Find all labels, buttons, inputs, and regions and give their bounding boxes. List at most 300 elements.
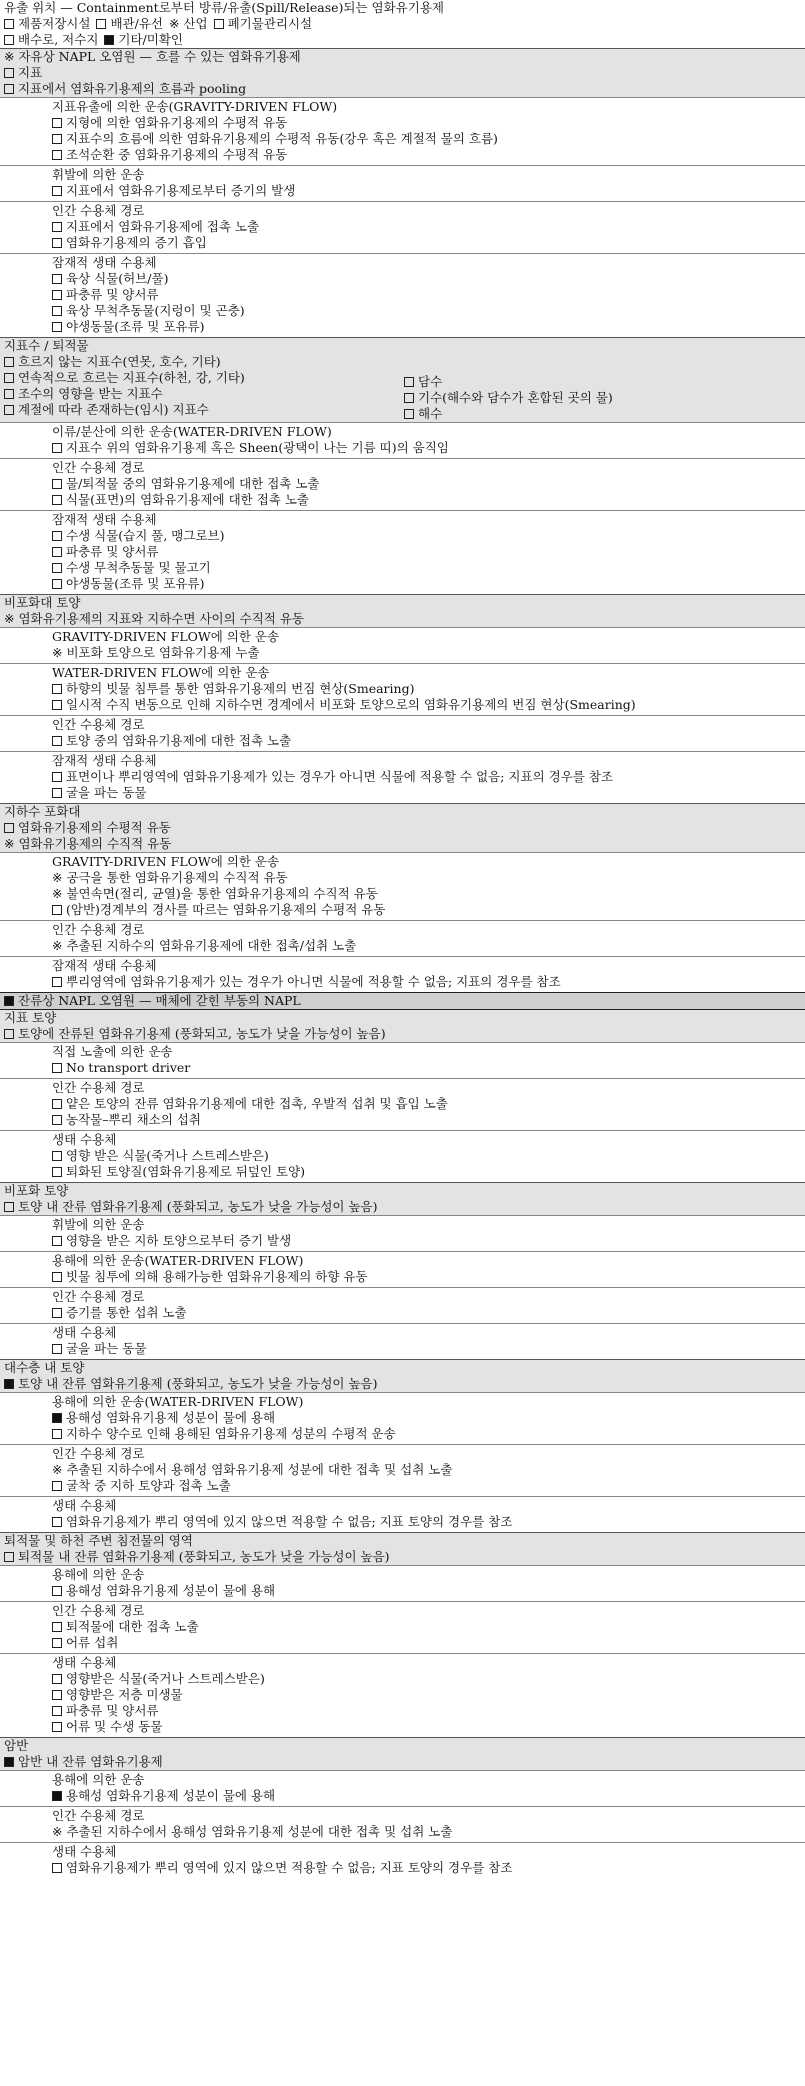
item-label: 자유상 NAPL 오염원 — 흐를 수 있는 염화유기용제 <box>18 49 301 64</box>
group-item[interactable] <box>0 1719 805 1735</box>
checked-checkbox[interactable] <box>4 1757 14 1767</box>
reference-mark-icon: ※ <box>52 886 63 901</box>
group-item[interactable] <box>0 1164 805 1180</box>
checked-checkbox[interactable] <box>52 1791 62 1801</box>
item-label: 인간 수용체 경로 <box>52 1080 145 1095</box>
item-label: 지표에서 염화유기용제의 흐름과 pooling <box>18 81 247 96</box>
item-label: 지하수 양수로 인해 용해된 염화유기용제 성분의 수평적 운송 <box>66 1426 396 1441</box>
option-item[interactable] <box>0 354 400 370</box>
group-title <box>0 1217 805 1233</box>
item-label: 염화유기용제의 수평적 유동 <box>18 820 171 835</box>
item-label: 지표수 위의 염화유기용제 혹은 Sheen(광택이 나는 기름 띠)의 움직임 <box>66 440 449 455</box>
item-label: 굴을 파는 동물 <box>66 1341 147 1356</box>
checkbox[interactable] <box>52 1517 62 1527</box>
checkbox[interactable] <box>52 1344 62 1354</box>
pathway-group <box>0 956 805 992</box>
checkbox[interactable] <box>52 274 62 284</box>
item-label: 이류/분산에 의한 운송(WATER-DRIVEN FLOW) <box>52 424 332 439</box>
group-item[interactable] <box>0 902 805 918</box>
item-label: 파충류 및 양서류 <box>66 1703 159 1718</box>
pathway-group <box>0 715 805 751</box>
item-label: 추출된 지하수에서 용해성 염화유기용제 성분에 대한 접촉 및 섭취 노출 <box>66 1462 453 1477</box>
checkbox[interactable] <box>4 1202 14 1212</box>
group-item[interactable] <box>0 1514 805 1530</box>
pathway-group <box>0 1287 805 1323</box>
checkbox[interactable] <box>52 1481 62 1491</box>
group-item[interactable] <box>0 1788 805 1804</box>
group-item[interactable] <box>0 476 805 492</box>
checkbox[interactable] <box>4 405 14 415</box>
checkbox[interactable] <box>52 1272 62 1282</box>
group-title <box>0 854 805 870</box>
checkbox[interactable] <box>52 1586 62 1596</box>
checkbox[interactable] <box>96 19 106 29</box>
group-title <box>0 922 805 938</box>
item-label: 퇴적물에 대한 접촉 노출 <box>66 1619 199 1634</box>
group-item[interactable] <box>0 1112 805 1128</box>
group-item[interactable] <box>0 287 805 303</box>
pathway-group <box>0 920 805 956</box>
item-label: 물/퇴적물 중의 염화유기용제에 대한 접촉 노출 <box>66 476 320 491</box>
item-label: 담수 <box>418 374 443 389</box>
pathway-group <box>0 1653 805 1737</box>
item-label: 파충류 및 양서류 <box>66 544 159 559</box>
item-label: 토양에 잔류된 염화유기용제 (풍화되고, 농도가 낮을 가능성이 높음) <box>18 1026 386 1041</box>
group-item[interactable] <box>0 645 805 661</box>
pathway-group <box>0 1078 805 1130</box>
option-item[interactable] <box>0 370 400 386</box>
group-title <box>0 167 805 183</box>
group-item[interactable] <box>0 131 805 147</box>
item-label: 잠재적 생태 수용체 <box>52 753 157 768</box>
reference-mark-icon: ※ <box>4 836 15 851</box>
item-label: 휘발에 의한 운송 <box>52 1217 145 1232</box>
checkbox[interactable] <box>52 1429 62 1439</box>
group-item[interactable] <box>0 785 805 801</box>
group-title <box>0 717 805 733</box>
item-label: 잠재적 생태 수용체 <box>52 512 157 527</box>
pathway-group <box>0 1130 805 1182</box>
item-label: 지표유출에 의한 운송(GRAVITY-DRIVEN FLOW) <box>52 99 338 114</box>
reference-mark-icon: ※ <box>4 611 15 626</box>
item-label: 계절에 따라 존재하는(임시) 지표수 <box>18 402 209 417</box>
item-label: 폐기물관리시설 <box>227 16 313 31</box>
option-item[interactable] <box>400 374 613 390</box>
item-label: 염화유기용제의 수직적 유동 <box>18 836 172 851</box>
checkbox[interactable] <box>52 118 62 128</box>
checkbox[interactable] <box>4 84 14 94</box>
item-label: 하향의 빗물 침투를 통한 염화유기용제의 번짐 현상(Smearing) <box>66 681 415 696</box>
group-item[interactable] <box>0 1635 805 1651</box>
group-item[interactable] <box>0 733 805 749</box>
group-item[interactable] <box>0 697 805 713</box>
pathway-group <box>0 97 805 165</box>
item-label: 해수 <box>418 406 443 421</box>
option-item[interactable] <box>169 16 208 31</box>
item-label: 용해성 염화유기용제 성분이 물에 용해 <box>66 1583 276 1598</box>
item-label: No transport driver <box>66 1060 191 1075</box>
reference-mark-icon: ※ <box>52 938 63 953</box>
checkbox[interactable] <box>52 1863 62 1873</box>
section-header <box>0 81 805 97</box>
item-label: 불연속면(절리, 균열)을 통한 염화유기용제의 수직적 유동 <box>66 886 378 901</box>
pathway-group <box>0 751 805 803</box>
pathway-group <box>0 1392 805 1444</box>
item-label: 어류 섭취 <box>66 1635 119 1650</box>
group-item[interactable] <box>0 1426 805 1442</box>
group-title <box>0 1325 805 1341</box>
item-label: 굴착 중 지하 토양과 접촉 노출 <box>66 1478 231 1493</box>
group-item[interactable] <box>0 1269 805 1285</box>
option-item[interactable] <box>104 32 183 47</box>
checkbox[interactable] <box>52 700 62 710</box>
item-label: 지하수 포화대 <box>4 804 81 819</box>
major-section-header <box>0 992 805 1010</box>
group-item[interactable] <box>0 870 805 886</box>
group-title <box>0 1772 805 1788</box>
group-item[interactable] <box>0 440 805 456</box>
item-label: 지표 토양 <box>4 1010 57 1025</box>
checkbox[interactable] <box>404 393 414 403</box>
checkbox[interactable] <box>52 150 62 160</box>
checkbox[interactable] <box>52 977 62 987</box>
item-label: 육상 식물(허브/풀) <box>66 271 169 286</box>
checkbox[interactable] <box>52 1236 62 1246</box>
item-label: 용해에 의한 운송(WATER-DRIVEN FLOW) <box>52 1394 304 1409</box>
item-label: 염화유기용제의 지표와 지하수면 사이의 수직적 유동 <box>18 611 305 626</box>
item-label: 퇴화된 토양질(염화유기용제로 뒤덮인 토양) <box>66 1164 306 1179</box>
item-label: 잔류상 NAPL 오염원 — 매체에 갇힌 부동의 NAPL <box>18 993 301 1008</box>
section-header <box>0 1532 805 1549</box>
section-header <box>0 1737 805 1754</box>
pathway-group <box>0 627 805 663</box>
group-item[interactable] <box>0 1703 805 1719</box>
option-item[interactable] <box>96 16 163 31</box>
group-item[interactable] <box>0 974 805 990</box>
item-label: 지표수 / 퇴적물 <box>4 338 89 353</box>
checkbox[interactable] <box>52 579 62 589</box>
option-item[interactable] <box>4 16 90 31</box>
group-item[interactable] <box>0 1305 805 1321</box>
item-label: 조수의 영향을 받는 지표수 <box>18 386 163 401</box>
item-label: 비포화 토양 <box>4 1183 69 1198</box>
reference-mark-icon: ※ <box>4 49 15 64</box>
checkbox[interactable] <box>52 479 62 489</box>
group-item[interactable] <box>0 1410 805 1426</box>
item-label: 산업 <box>183 16 208 31</box>
item-label: 염화유기용제가 뿌리 영역에 있지 않으면 적용할 수 없음; 지표 토양의 경우를 참조 <box>66 1860 513 1875</box>
group-title <box>0 1080 805 1096</box>
group-title <box>0 1844 805 1860</box>
group-item[interactable] <box>0 115 805 131</box>
item-label: 지표에서 염화유기용제에 접촉 노출 <box>66 219 260 234</box>
item-label: 지표 <box>18 65 43 80</box>
group-item[interactable] <box>0 1824 805 1840</box>
checkbox[interactable] <box>52 290 62 300</box>
checkbox[interactable] <box>404 409 414 419</box>
item-label: 생태 수용체 <box>52 1844 117 1859</box>
group-title <box>0 424 805 440</box>
checkbox[interactable] <box>4 357 14 367</box>
group-item[interactable] <box>0 544 805 560</box>
group-item[interactable] <box>0 886 805 902</box>
group-item[interactable] <box>0 1341 805 1357</box>
checkbox[interactable] <box>4 1552 14 1562</box>
checkbox[interactable] <box>4 1029 14 1039</box>
checkbox[interactable] <box>52 547 62 557</box>
reference-mark-icon: ※ <box>52 1824 63 1839</box>
checkbox[interactable] <box>52 238 62 248</box>
item-label: 지표에서 염화유기용제로부터 증기의 발생 <box>66 183 296 198</box>
group-title <box>0 1808 805 1824</box>
item-label: 얕은 토양의 잔류 염화유기용제에 대한 접촉, 우발적 섭취 및 흡입 노출 <box>66 1096 448 1111</box>
checkbox[interactable] <box>52 495 62 505</box>
pathway-group <box>0 1806 805 1842</box>
checkbox[interactable] <box>4 373 14 383</box>
checkbox[interactable] <box>52 1308 62 1318</box>
section-header <box>0 803 805 820</box>
group-item[interactable] <box>0 147 805 163</box>
option-item[interactable] <box>214 16 313 31</box>
checked-checkbox[interactable] <box>4 996 14 1006</box>
item-label: 영향받은 식물(죽거나 스트레스받은) <box>66 1671 265 1686</box>
group-title <box>0 1498 805 1514</box>
item-label: 추출된 지하수의 염화유기용제에 대한 접촉/섭취 노출 <box>66 938 357 953</box>
checkbox[interactable] <box>52 1706 62 1716</box>
option-row <box>0 32 805 48</box>
document-line <box>0 0 805 16</box>
item-label: (암반)경계부의 경사를 따르는 염화유기용제의 수평적 유동 <box>66 902 386 917</box>
group-title <box>0 1044 805 1060</box>
item-label: 영향을 받은 지하 토양으로부터 증기 발생 <box>66 1233 292 1248</box>
option-row <box>0 16 805 32</box>
pathway-group <box>0 1042 805 1078</box>
item-label: WATER-DRIVEN FLOW에 의한 운송 <box>52 665 270 680</box>
item-label: 공극을 통한 염화유기용제의 수직적 유동 <box>66 870 288 885</box>
group-title <box>0 1289 805 1305</box>
item-label: 비포화 토양으로 염화유기용제 누출 <box>66 645 260 660</box>
item-label: 표면이나 뿌리영역에 염화유기용제가 있는 경우가 아니면 식물에 적용할 수 없음; 지표의 경우를 참조 <box>66 769 613 784</box>
group-item[interactable] <box>0 1060 805 1076</box>
checkbox[interactable] <box>52 322 62 332</box>
item-label: 토양 내 잔류 염화유기용제 (풍화되고, 농도가 낮을 가능성이 높음) <box>18 1376 378 1391</box>
checkbox[interactable] <box>4 389 14 399</box>
option-item[interactable] <box>0 402 400 418</box>
item-label: 배수로, 저수지 <box>18 32 99 47</box>
option-item[interactable] <box>400 390 613 406</box>
item-label: 조석순환 중 염화유기용제의 수평적 유동 <box>66 147 288 162</box>
checkbox[interactable] <box>52 531 62 541</box>
item-label: 생태 수용체 <box>52 1498 117 1513</box>
item-label: 지표수의 흐름에 의한 염화유기용제의 수평적 유동(강우 혹은 계절적 물의 흐름) <box>66 131 498 146</box>
group-item[interactable] <box>0 319 805 335</box>
checked-checkbox[interactable] <box>4 1379 14 1389</box>
checkbox[interactable] <box>52 1167 62 1177</box>
group-item[interactable] <box>0 1478 805 1494</box>
pathway-group <box>0 1251 805 1287</box>
group-item[interactable] <box>0 1583 805 1599</box>
section-header <box>0 1754 805 1770</box>
item-label: 농작물–뿌리 채소의 섭취 <box>66 1112 201 1127</box>
checkbox[interactable] <box>52 772 62 782</box>
item-label: 토양 중의 염화유기용제에 대한 접촉 노출 <box>66 733 292 748</box>
item-label: 인간 수용체 경로 <box>52 1603 145 1618</box>
item-label: 생태 수용체 <box>52 1325 117 1340</box>
item-label: 파충류 및 양서류 <box>66 287 159 302</box>
group-title <box>0 1655 805 1671</box>
group-title <box>0 460 805 476</box>
group-item[interactable] <box>0 681 805 697</box>
checkbox[interactable] <box>52 1674 62 1684</box>
pathway-group <box>0 165 805 201</box>
reference-mark-icon: ※ <box>168 16 180 31</box>
option-item[interactable] <box>400 406 613 422</box>
item-label: 흐르지 않는 지표수(연못, 호수, 기타) <box>18 354 221 369</box>
group-item[interactable] <box>0 1148 805 1164</box>
reference-mark-icon: ※ <box>52 645 63 660</box>
checkbox[interactable] <box>214 19 224 29</box>
group-title <box>0 629 805 645</box>
group-item[interactable] <box>0 492 805 508</box>
item-label: 생태 수용체 <box>52 1655 117 1670</box>
group-item[interactable] <box>0 1860 805 1876</box>
item-label: 퇴적물 내 잔류 염화유기용제 (풍화되고, 농도가 낮을 가능성이 높음) <box>18 1549 390 1564</box>
item-label: GRAVITY-DRIVEN FLOW에 의한 운송 <box>52 854 280 869</box>
group-item[interactable] <box>0 528 805 544</box>
item-label: 빗물 침투에 의해 용해가능한 염화유기용제의 하향 유동 <box>66 1269 368 1284</box>
item-label: 추출된 지하수에서 용해성 염화유기용제 성분에 대한 접촉 및 섭취 노출 <box>66 1824 453 1839</box>
pathway-group <box>0 1215 805 1251</box>
checkbox[interactable] <box>52 684 62 694</box>
section-header <box>0 1182 805 1199</box>
group-item[interactable] <box>0 271 805 287</box>
checkbox[interactable] <box>52 1638 62 1648</box>
item-label: 용해에 의한 운송 <box>52 1772 145 1787</box>
option-item[interactable] <box>0 386 400 402</box>
item-label: 인간 수용체 경로 <box>52 460 145 475</box>
group-item[interactable] <box>0 1687 805 1703</box>
pathway-group <box>0 1496 805 1532</box>
group-title <box>0 753 805 769</box>
checkbox[interactable] <box>52 1690 62 1700</box>
section-header <box>0 48 805 65</box>
group-item[interactable] <box>0 1619 805 1635</box>
group-title <box>0 512 805 528</box>
checkbox[interactable] <box>52 1622 62 1632</box>
checkbox[interactable] <box>52 222 62 232</box>
group-title <box>0 1253 805 1269</box>
group-item[interactable] <box>0 303 805 319</box>
group-item[interactable] <box>0 938 805 954</box>
section-header <box>0 836 805 852</box>
item-label: 영향 받은 식물(죽거나 스트레스받은) <box>66 1148 269 1163</box>
group-item[interactable] <box>0 1462 805 1478</box>
group-item[interactable] <box>0 183 805 199</box>
checkbox[interactable] <box>4 35 14 45</box>
checkbox[interactable] <box>52 186 62 196</box>
checkbox[interactable] <box>52 1115 62 1125</box>
item-label: 영향받은 저층 미생물 <box>66 1687 183 1702</box>
checkbox[interactable] <box>52 788 62 798</box>
item-label: GRAVITY-DRIVEN FLOW에 의한 운송 <box>52 629 280 644</box>
checkbox[interactable] <box>52 443 62 453</box>
checkbox[interactable] <box>404 377 414 387</box>
item-label: 용해성 염화유기용제 성분이 물에 용해 <box>66 1788 276 1803</box>
pathway-group <box>0 458 805 510</box>
checkbox[interactable] <box>52 134 62 144</box>
item-label: 야생동물(조류 및 포유류) <box>66 576 205 591</box>
group-title <box>0 665 805 681</box>
section-header <box>0 1010 805 1026</box>
checkbox[interactable] <box>52 306 62 316</box>
group-item[interactable] <box>0 576 805 592</box>
item-label: 퇴적물 및 하천 주변 침전물의 영역 <box>4 1533 193 1548</box>
section-header <box>0 1549 805 1565</box>
checkbox[interactable] <box>52 736 62 746</box>
pathway-group <box>0 1323 805 1359</box>
item-label: 육상 무척추동물(지렁이 및 곤충) <box>66 303 245 318</box>
pathway-group <box>0 1601 805 1653</box>
checkbox[interactable] <box>4 19 14 29</box>
group-title <box>0 203 805 219</box>
group-title <box>0 1394 805 1410</box>
checkbox[interactable] <box>52 563 62 573</box>
item-label: 인간 수용체 경로 <box>52 1446 145 1461</box>
item-label: 제품저장시설 <box>18 16 91 31</box>
group-item[interactable] <box>0 235 805 251</box>
pathway-group <box>0 852 805 920</box>
group-item[interactable] <box>0 769 805 785</box>
checked-checkbox[interactable] <box>104 35 114 45</box>
checkbox[interactable] <box>52 1063 62 1073</box>
item-label: 용해에 의한 운송 <box>52 1567 145 1582</box>
item-label: 증기를 통한 섭취 노출 <box>66 1305 187 1320</box>
section-header <box>0 594 805 611</box>
item-label: 대수층 내 토양 <box>4 1360 85 1375</box>
checkbox[interactable] <box>52 1722 62 1732</box>
group-title <box>0 1446 805 1462</box>
checkbox[interactable] <box>52 905 62 915</box>
item-label: 용해에 의한 운송(WATER-DRIVEN FLOW) <box>52 1253 304 1268</box>
group-item[interactable] <box>0 560 805 576</box>
section-header <box>0 65 805 81</box>
checkbox[interactable] <box>4 68 14 78</box>
group-item[interactable] <box>0 1096 805 1112</box>
item-label: 염화유기용제의 증기 흡입 <box>66 235 207 250</box>
item-label: 식물(표면)의 염화유기용제에 대한 접촉 노출 <box>66 492 309 507</box>
option-item[interactable] <box>4 32 98 47</box>
checkbox[interactable] <box>52 1151 62 1161</box>
reference-mark-icon: ※ <box>52 870 63 885</box>
group-title <box>0 1567 805 1583</box>
item-label: 비포화대 토양 <box>4 595 81 610</box>
section-header <box>0 820 805 836</box>
item-label: 인간 수용체 경로 <box>52 717 145 732</box>
group-item[interactable] <box>0 219 805 235</box>
item-label: 지형에 의한 염화유기용제의 수평적 유동 <box>66 115 288 130</box>
checkbox[interactable] <box>4 823 14 833</box>
section-header <box>0 1199 805 1215</box>
checkbox[interactable] <box>52 1099 62 1109</box>
group-item[interactable] <box>0 1233 805 1249</box>
group-title <box>0 1603 805 1619</box>
group-item[interactable] <box>0 1671 805 1687</box>
pathway-group <box>0 1444 805 1496</box>
item-label: 뿌리영역에 염화유기용제가 있는 경우가 아니면 식물에 적용할 수 없음; 지표의 경우를 참조 <box>66 974 561 989</box>
checked-checkbox[interactable] <box>52 1413 62 1423</box>
pathway-group <box>0 1770 805 1806</box>
item-label: 야생동물(조류 및 포유류) <box>66 319 205 334</box>
